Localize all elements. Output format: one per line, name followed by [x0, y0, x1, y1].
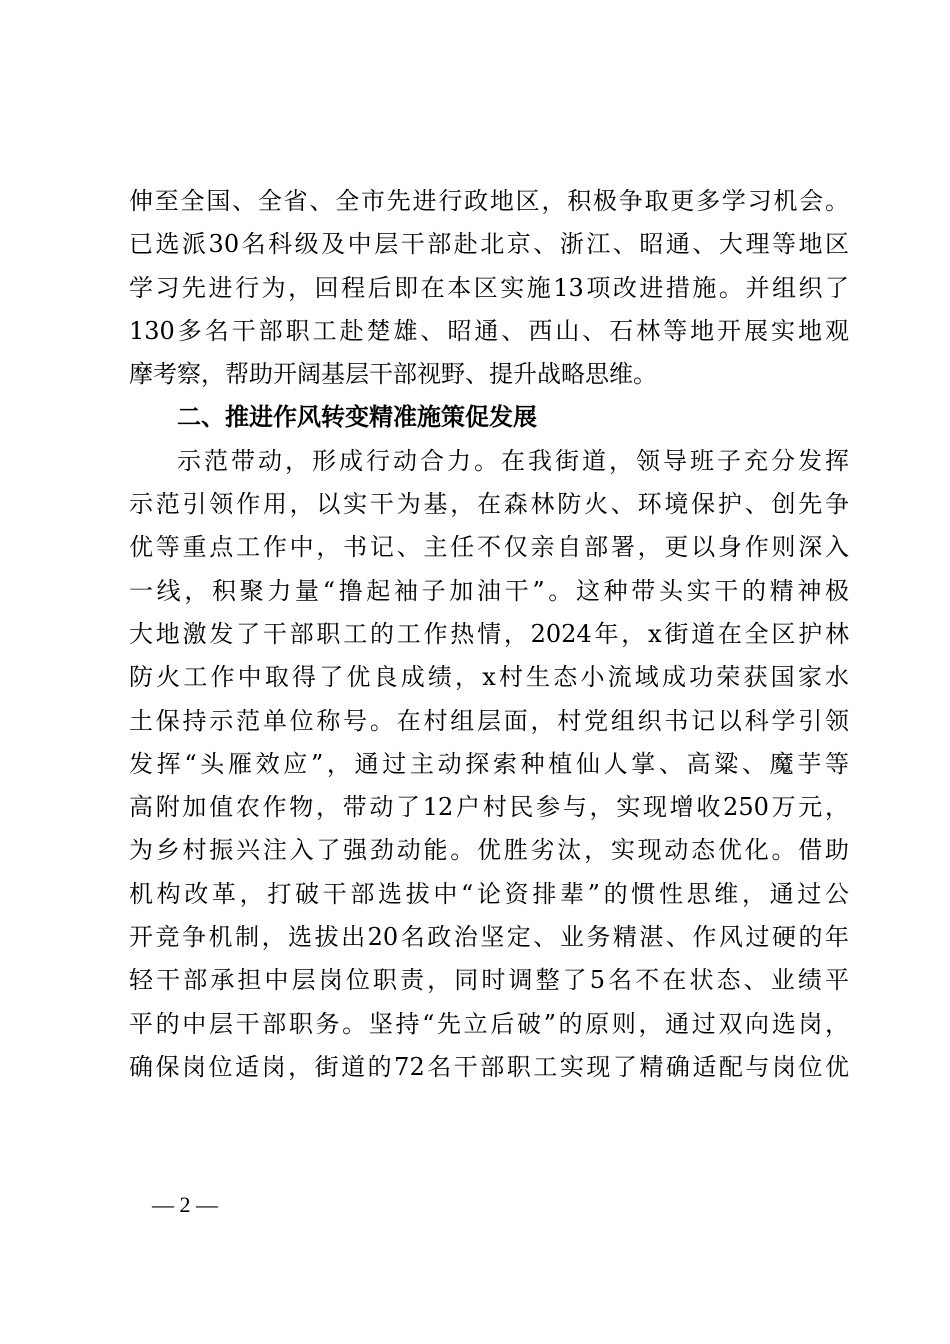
text-line: 土保持示范单位称号。在村组层面，村党组织书记以科学引领	[129, 706, 849, 735]
text-line: 轻干部承担中层岗位职责，同时调整了5名不在状态、业绩平	[129, 966, 849, 995]
text-line: 防火工作中取得了优良成绩，x村生态小流域成功荣获国家水	[129, 663, 849, 692]
section-heading: 二、推进作风转变精准施策促发展	[177, 403, 537, 432]
text-line: 确保岗位适岗，街道的72名干部职工实现了精确适配与岗位优	[129, 1052, 849, 1081]
text-line: 伸至全国、全省、全市先进行政地区，积极争取更多学习机会。	[129, 187, 849, 215]
text-line: 示范引领作用，以实干为基，在森林防火、环境保护、创先争	[129, 490, 849, 519]
text-line: 130多名干部职工赴楚雄、昭通、西山、石林等地开展实地观	[129, 316, 849, 345]
text-line: 摩考察，帮助开阔基层干部视野、提升战略思维。	[129, 360, 657, 389]
text-line: 一线，积聚力量“撸起袖子加油干”。这种带头实干的精神极	[129, 576, 849, 605]
text-line: 高附加值农作物，带动了12户村民参与，实现增收250万元，	[129, 793, 849, 822]
text-line: 已选派30名科级及中层干部赴北京、浙江、昭通、大理等地区	[129, 230, 849, 259]
text-line: 平的中层干部职务。坚持“先立后破”的原则，通过双向选岗，	[129, 1009, 849, 1038]
text-line: 优等重点工作中，书记、主任不仅亲自部署，更以身作则深入	[129, 533, 849, 562]
text-line: 机构改革，打破干部选拔中“论资排辈”的惯性思维，通过公	[129, 879, 849, 908]
text-line: 发挥“头雁效应”，通过主动探索种植仙人掌、高粱、魔芋等	[129, 749, 849, 778]
text-line: 示范带动，形成行动合力。在我街道，领导班子充分发挥	[177, 446, 849, 475]
body-text	[129, 180, 849, 1089]
text-line: 大地激发了干部职工的工作热情，2024年，x街道在全区护林	[129, 619, 849, 648]
page-number: — 2 —	[152, 1192, 218, 1217]
text-line: 学习先进行为，回程后即在本区实施13项改进措施。并组织了	[129, 273, 849, 302]
text-line: 开竞争机制，选拔出20名政治坚定、业务精湛、作风过硬的年	[129, 923, 849, 952]
text-line: 为乡村振兴注入了强劲动能。优胜劣汰，实现动态优化。借助	[129, 836, 849, 865]
